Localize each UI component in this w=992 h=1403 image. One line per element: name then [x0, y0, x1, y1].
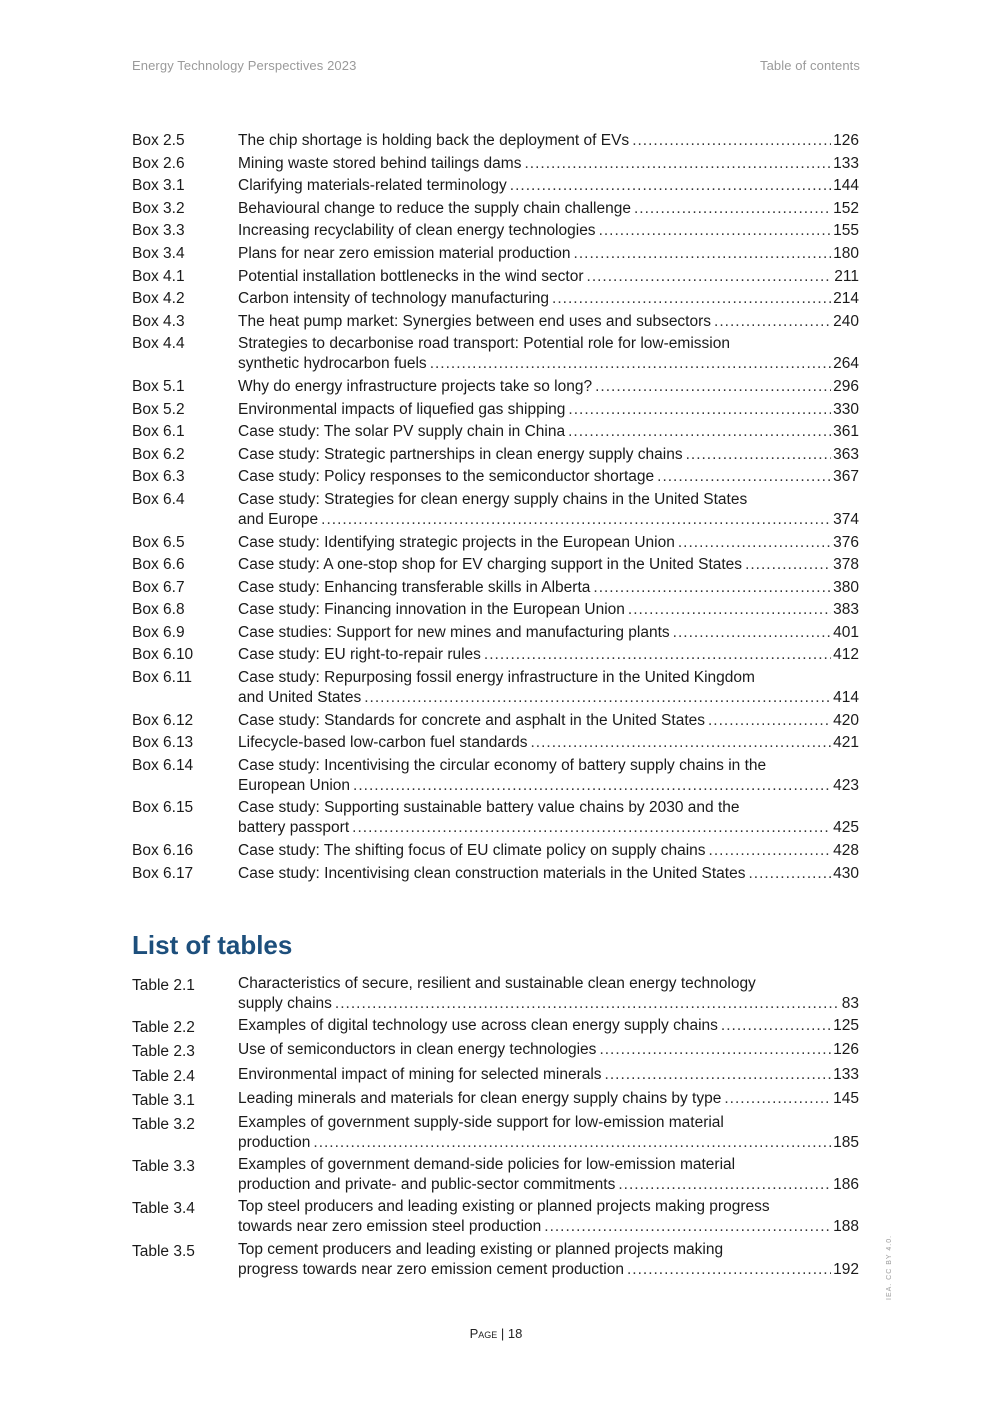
entry-title-line: synthetic hydrocarbon fuels — [238, 355, 427, 373]
table-entry[interactable] — [132, 974, 859, 1014]
list-of-tables — [132, 974, 859, 1282]
entry-page-number[interactable]: 430 — [833, 864, 859, 882]
entry-title-line: Case study: Standards for concrete and asphalt in the United States — [238, 711, 705, 729]
dot-leader — [721, 1016, 831, 1036]
entry-page-number[interactable]: 296 — [833, 377, 859, 395]
dot-leader — [587, 267, 833, 287]
entry-title-line: production and private- and public-sector commitments — [238, 1176, 616, 1194]
entry-page-number[interactable]: 367 — [833, 468, 859, 486]
entry-label: Box 6.5 — [132, 533, 185, 551]
entry-title-line: Case study: Enhancing transferable skills in Alberta — [238, 578, 591, 596]
dot-leader — [531, 733, 832, 753]
table-entry[interactable] — [132, 1240, 859, 1280]
entry-title — [238, 1040, 859, 1060]
dot-leader — [709, 841, 832, 861]
box-entry[interactable] — [132, 400, 859, 420]
entry-title-line: Leading minerals and materials for clean energy supply chains by type — [238, 1089, 722, 1107]
box-entry[interactable] — [132, 312, 859, 332]
entry-label: Box 2.5 — [132, 132, 185, 149]
entry-label: Table 3.1 — [132, 1091, 195, 1109]
entry-label: Box 6.11 — [132, 669, 193, 687]
entry-page-number[interactable]: 126 — [833, 132, 859, 149]
entry-label: Box 6.7 — [132, 578, 185, 596]
entry-title — [238, 199, 859, 219]
entry-page-number[interactable]: 380 — [833, 578, 859, 596]
entry-title — [238, 377, 859, 397]
entry-title-line: Strategies to decarbonise road transport: Potential role for low-emission — [238, 335, 730, 353]
entry-label: Box 6.16 — [132, 842, 194, 860]
entry-page-number[interactable]: 155 — [833, 222, 859, 240]
box-entry[interactable] — [132, 176, 859, 196]
box-entry[interactable] — [132, 711, 859, 731]
entry-label: Table 3.3 — [132, 1158, 195, 1176]
dot-leader — [714, 312, 831, 332]
entry-title-line: Case studies: Support for new mines and manufacturing plants — [238, 623, 670, 641]
box-entry[interactable] — [132, 244, 859, 264]
dot-leader — [627, 1260, 831, 1280]
entry-page-number[interactable]: 414 — [833, 689, 859, 707]
entry-title-line: Case study: Repurposing fossil energy infrastructure in the United Kingdom — [238, 669, 755, 687]
box-entry[interactable] — [132, 289, 859, 309]
box-entry[interactable] — [132, 555, 859, 575]
dot-leader — [673, 623, 831, 643]
entry-label: Box 6.14 — [132, 756, 194, 774]
table-entry[interactable] — [132, 1016, 859, 1038]
entry-title — [238, 400, 859, 420]
dot-leader — [628, 600, 831, 620]
dot-leader — [618, 1175, 831, 1195]
running-header-section: Table of contents — [760, 58, 860, 73]
entry-label: Box 4.4 — [132, 335, 185, 353]
dot-leader — [724, 1089, 831, 1109]
dot-leader — [364, 688, 831, 708]
entry-title-line: Top steel producers and leading existing or planned projects making progress — [238, 1198, 770, 1216]
dot-leader — [686, 445, 832, 465]
dot-leader — [568, 422, 831, 442]
entry-title — [238, 555, 859, 575]
entry-title-line: progress towards near zero emission cement production — [238, 1260, 624, 1278]
entry-label: Box 4.3 — [132, 312, 185, 330]
entry-title-line: Clarifying materials-related terminology — [238, 177, 507, 195]
entry-page-number[interactable]: 126 — [833, 1041, 859, 1059]
entry-page-number[interactable]: 423 — [833, 776, 859, 794]
entry-title — [238, 154, 859, 174]
entry-page-number[interactable]: 240 — [833, 312, 859, 330]
entry-page-number[interactable]: 421 — [833, 734, 859, 752]
entry-label: Box 2.6 — [132, 154, 185, 172]
entry-title-line: Case study: The solar PV supply chain in China — [238, 423, 566, 441]
entry-title-line: towards near zero emission steel production — [238, 1218, 542, 1236]
entry-title — [238, 756, 859, 796]
entry-title-line: and United States — [238, 689, 362, 707]
entry-label: Box 6.17 — [132, 864, 194, 882]
entry-title-line: Plans for near zero emission material production — [238, 244, 571, 262]
entry-title-line: Case study: Financing innovation in the European Union — [238, 601, 625, 619]
dot-leader — [524, 154, 831, 174]
entry-title — [238, 841, 859, 861]
box-entry[interactable] — [132, 267, 859, 287]
entry-title — [238, 1240, 859, 1280]
dot-leader — [632, 131, 831, 151]
table-entry[interactable] — [132, 1065, 859, 1087]
entry-label: Table 3.4 — [132, 1200, 195, 1218]
entry-page-number[interactable]: 376 — [833, 533, 859, 551]
box-entry[interactable] — [132, 422, 859, 442]
dot-leader — [484, 645, 831, 665]
entry-label: Box 6.8 — [132, 601, 185, 619]
entry-page-number[interactable]: 264 — [833, 355, 859, 373]
entry-title — [238, 1155, 859, 1195]
entry-label: Box 6.9 — [132, 623, 185, 641]
entry-label: Box 6.13 — [132, 734, 194, 752]
entry-label: Box 6.6 — [132, 556, 185, 574]
entry-label: Box 3.3 — [132, 222, 185, 240]
entry-title-line: production — [238, 1133, 311, 1151]
entry-label: Table 3.5 — [132, 1242, 195, 1260]
entry-page-number[interactable]: 361 — [833, 423, 859, 441]
dot-leader — [708, 711, 831, 731]
entry-page-number[interactable]: 214 — [833, 290, 859, 308]
entry-page-number[interactable]: 363 — [833, 445, 859, 463]
box-entry[interactable] — [132, 600, 859, 620]
entry-title-line: Examples of digital technology use across clean energy supply chains — [238, 1017, 718, 1035]
entry-label: Table 3.2 — [132, 1115, 195, 1133]
entry-title-line: Case study: Incentivising the circular economy of battery supply chains in the — [238, 756, 767, 774]
box-entry[interactable] — [132, 377, 859, 397]
box-entry[interactable] — [132, 756, 859, 796]
entry-page-number[interactable]: 412 — [833, 646, 859, 664]
entry-title — [238, 798, 859, 838]
entry-title-line: Examples of government supply-side support for low-emission material — [238, 1113, 724, 1131]
entry-title — [238, 668, 859, 708]
entry-label: Box 4.2 — [132, 290, 185, 308]
entry-page-number[interactable]: 188 — [833, 1218, 859, 1236]
entry-page-number[interactable]: 133 — [833, 1065, 859, 1083]
dot-leader — [552, 289, 831, 309]
entry-title — [238, 334, 859, 374]
dot-leader — [593, 578, 831, 598]
entry-title-line: Lifecycle-based low-carbon fuel standards — [238, 734, 528, 752]
entry-page-number[interactable]: 383 — [833, 601, 859, 619]
entry-page-number[interactable]: 152 — [833, 199, 859, 217]
entry-title-line: Mining waste stored behind tailings dams — [238, 154, 522, 172]
dot-leader — [599, 221, 832, 241]
entry-title-line: Case study: Strategies for clean energy supply chains in the United States — [238, 490, 748, 508]
entry-title — [238, 422, 859, 442]
box-entry[interactable] — [132, 467, 859, 487]
entry-title — [238, 733, 859, 753]
entry-title — [238, 445, 859, 465]
dot-leader — [595, 377, 831, 397]
entry-label: Box 4.1 — [132, 267, 185, 285]
entry-label: Table 2.3 — [132, 1043, 195, 1061]
page-number: 18 — [507, 1326, 523, 1341]
entry-page-number[interactable]: 125 — [833, 1017, 859, 1035]
box-entry[interactable] — [132, 864, 859, 884]
box-entry[interactable] — [132, 645, 859, 665]
entry-page-number[interactable]: 192 — [833, 1260, 859, 1278]
entry-title-line: Carbon intensity of technology manufacturing — [238, 290, 550, 308]
entry-title-line: Case study: EU right-to-repair rules — [238, 646, 481, 664]
entry-page-number[interactable]: 401 — [833, 623, 859, 641]
page-footer — [0, 1326, 992, 1341]
dot-leader — [353, 776, 831, 796]
box-entry[interactable] — [132, 733, 859, 753]
entry-title-line: Case study: Incentivising clean construction materials in the United States — [238, 864, 746, 882]
entry-label: Box 6.10 — [132, 646, 194, 664]
entry-title-line: Behavioural change to reduce the supply chain challenge — [238, 199, 631, 217]
box-entry[interactable] — [132, 490, 859, 530]
entry-label: Box 5.2 — [132, 400, 185, 418]
entry-label: Box 6.4 — [132, 490, 185, 508]
list-of-boxes — [132, 131, 859, 886]
entry-page-number[interactable]: 180 — [833, 244, 859, 262]
box-entry[interactable] — [132, 334, 859, 374]
entry-title — [238, 312, 859, 332]
table-entry[interactable] — [132, 1089, 859, 1111]
entry-page-number[interactable]: 133 — [833, 154, 859, 172]
box-entry[interactable] — [132, 131, 859, 151]
entry-title — [238, 1089, 859, 1109]
entry-page-number[interactable]: 185 — [833, 1133, 859, 1151]
entry-title-line: Environmental impacts of liquefied gas shipping — [238, 400, 566, 418]
entry-page-number[interactable]: 425 — [833, 819, 859, 837]
box-entry[interactable] — [132, 623, 859, 643]
entry-title-line: Environmental impact of mining for selected minerals — [238, 1065, 602, 1083]
entry-title-line: Case study: The shifting focus of EU climate policy on supply chains — [238, 842, 706, 860]
box-entry[interactable] — [132, 154, 859, 174]
box-entry[interactable] — [132, 668, 859, 708]
entry-title — [238, 578, 859, 598]
entry-title — [238, 645, 859, 665]
entry-title-line: Case study: Identifying strategic projects in the European Union — [238, 533, 675, 551]
entry-label: Box 3.1 — [132, 177, 185, 195]
entry-page-number[interactable]: 378 — [833, 556, 859, 574]
entry-title — [238, 1197, 859, 1237]
entry-page-number[interactable]: 211 — [834, 267, 859, 285]
entry-title — [238, 467, 859, 487]
dot-leader — [678, 533, 831, 553]
entry-title-line: European Union — [238, 776, 351, 794]
entry-label: Box 5.1 — [132, 377, 185, 395]
entry-title-line: Case study: Supporting sustainable battery value chains by 2030 and the — [238, 799, 740, 817]
entry-title-line: and Europe — [238, 510, 319, 528]
box-entry[interactable] — [132, 578, 859, 598]
entry-title — [238, 176, 859, 196]
entry-title-line: battery passport — [238, 819, 350, 837]
page-label: Page — [469, 1326, 498, 1341]
entry-title-line: The heat pump market: Synergies between end uses and subsectors — [238, 312, 712, 330]
entry-title — [238, 490, 859, 530]
entry-title — [238, 221, 859, 241]
entry-title — [238, 267, 859, 287]
dot-leader — [574, 244, 832, 264]
entry-page-number[interactable]: 144 — [833, 177, 859, 195]
table-entry[interactable] — [132, 1113, 859, 1153]
entry-label: Table 2.1 — [132, 977, 195, 994]
entry-title — [238, 711, 859, 731]
entry-title-line: Characteristics of secure, resilient and sustainable clean energy technology — [238, 975, 756, 992]
entry-title-line: Top cement producers and leading existing or planned projects making — [238, 1240, 724, 1258]
entry-label: Box 6.2 — [132, 445, 185, 463]
entry-title-line: supply chains — [238, 995, 332, 1012]
dot-leader — [745, 555, 831, 575]
dot-leader — [568, 400, 831, 420]
entry-title — [238, 623, 859, 643]
entry-label: Box 6.3 — [132, 468, 185, 486]
dot-leader — [634, 199, 831, 219]
entry-label: Box 3.4 — [132, 244, 185, 262]
entry-title — [238, 1065, 859, 1085]
entry-title — [238, 864, 859, 884]
dot-leader — [335, 994, 840, 1014]
entry-label: Table 2.2 — [132, 1019, 195, 1037]
box-entry[interactable] — [132, 199, 859, 219]
dot-leader — [313, 1133, 831, 1153]
page-separator: | — [500, 1326, 505, 1341]
entry-page-number[interactable]: 428 — [833, 842, 859, 860]
box-entry[interactable] — [132, 221, 859, 241]
entry-title-line: The chip shortage is holding back the deployment of EVs — [238, 132, 630, 149]
table-entry[interactable] — [132, 1155, 859, 1195]
box-entry[interactable] — [132, 841, 859, 861]
entry-title — [238, 1016, 859, 1036]
entry-title — [238, 1113, 859, 1153]
box-entry[interactable] — [132, 798, 859, 838]
entry-title — [238, 244, 859, 264]
dot-leader — [544, 1217, 831, 1237]
box-entry[interactable] — [132, 445, 859, 465]
list-of-tables-heading: List of tables — [132, 930, 293, 960]
entry-page-number[interactable]: 145 — [833, 1089, 859, 1107]
dot-leader — [748, 864, 831, 884]
entry-title — [238, 600, 859, 620]
dot-leader — [599, 1040, 831, 1060]
table-entry[interactable] — [132, 1040, 859, 1062]
table-entry[interactable] — [132, 1197, 859, 1237]
dot-leader — [352, 818, 831, 838]
entry-label: Box 6.15 — [132, 799, 194, 817]
entry-label: Box 3.2 — [132, 199, 185, 217]
entry-title — [238, 533, 859, 553]
running-header-title: Energy Technology Perspectives 2023 — [132, 58, 357, 73]
entry-label: Table 2.4 — [132, 1067, 195, 1085]
dot-leader — [605, 1065, 832, 1085]
entry-title-line: Why do energy infrastructure projects take so long? — [238, 377, 593, 395]
entry-title — [238, 131, 859, 151]
box-entry[interactable] — [132, 533, 859, 553]
entry-title-line: Case study: A one-stop shop for EV charging support in the United States — [238, 556, 743, 574]
entry-page-number[interactable]: 330 — [833, 400, 859, 418]
dot-leader — [430, 354, 831, 374]
entry-page-number[interactable]: 83 — [841, 995, 859, 1012]
entry-page-number[interactable]: 420 — [833, 711, 859, 729]
entry-title-line: Increasing recyclability of clean energy technologies — [238, 222, 596, 240]
entry-label: Box 6.1 — [132, 423, 185, 441]
entry-title — [238, 974, 859, 1014]
entry-label: Box 6.12 — [132, 711, 194, 729]
entry-title-line: Use of semiconductors in clean energy technologies — [238, 1041, 597, 1059]
dot-leader — [657, 467, 831, 487]
entry-title-line: Potential installation bottlenecks in the wind sector — [238, 267, 584, 285]
dot-leader — [321, 510, 831, 530]
entry-page-number[interactable]: 186 — [833, 1176, 859, 1194]
license-watermark: IEA. CC BY 4.0. — [886, 1234, 893, 1300]
dot-leader — [510, 176, 831, 196]
entry-title-line: Case study: Strategic partnerships in clean energy supply chains — [238, 445, 683, 463]
entry-page-number[interactable]: 374 — [833, 510, 859, 528]
entry-title-line: Case study: Policy responses to the semiconductor shortage — [238, 468, 655, 486]
entry-title — [238, 289, 859, 309]
entry-title-line: Examples of government demand-side policies for low-emission material — [238, 1156, 736, 1174]
